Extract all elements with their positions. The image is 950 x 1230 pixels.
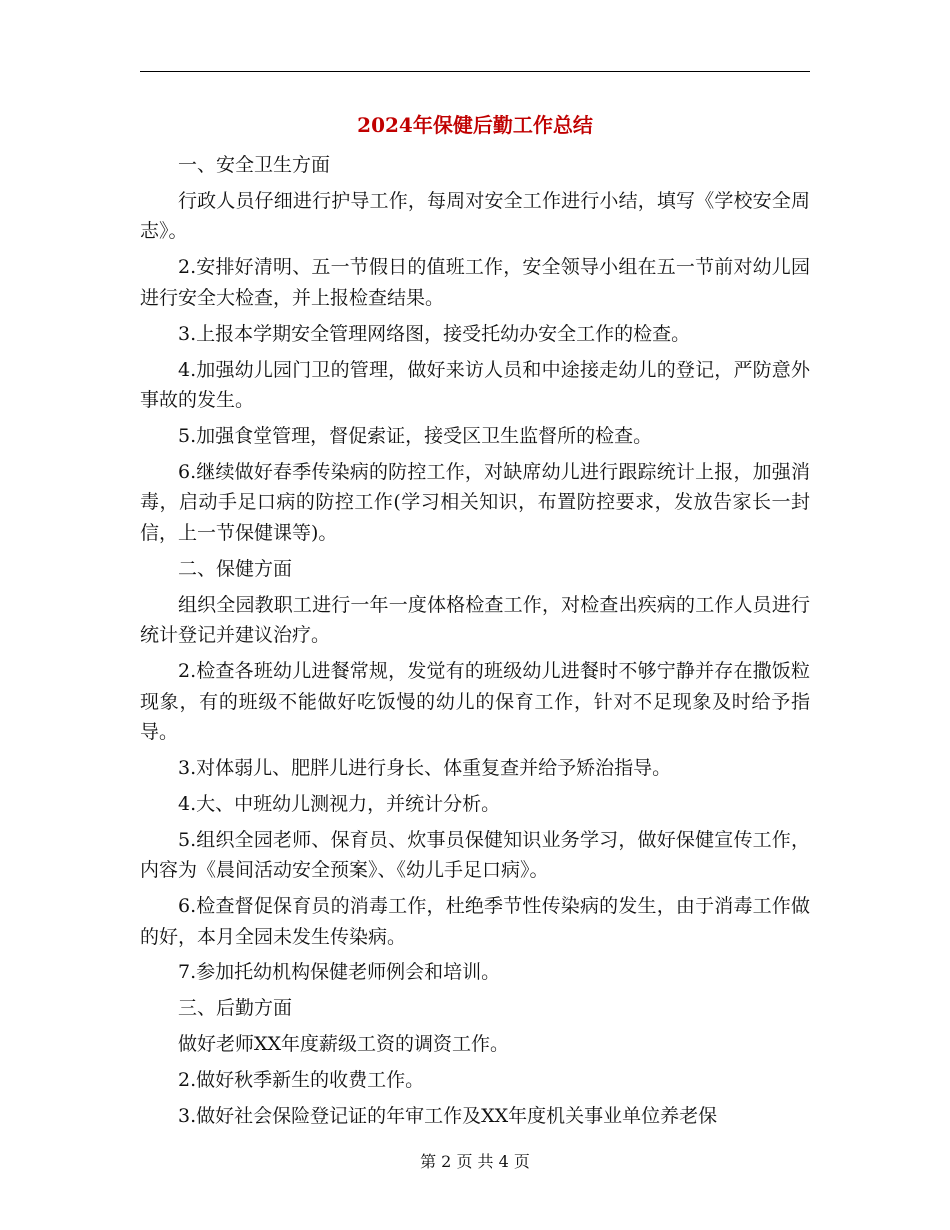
paragraph: 7.参加托幼机构保健老师例会和培训。 [178,961,501,984]
page-number-footer: 第 2 页 共 4 页 [420,1152,530,1171]
paragraph: 3.做好社会保险登记证的年审工作及XX年度机关事业单位养老保 [178,1105,718,1128]
paragraph: 2.做好秋季新生的收费工作。 [178,1069,425,1092]
header-rule [140,71,810,72]
paragraph: 组织全园教职工进行一年一度体格检查工作，对检查出疾病的工作人员进行统计登记并建议治疗。 [140,593,810,647]
document-title: 2024年保健后勤工作总结 [357,113,593,137]
paragraph: 4.加强幼儿园门卫的管理，做好来访人员和中途接走幼儿的登记，严防意外事故的发生。 [140,358,810,412]
paragraph: 做好老师XX年度薪级工资的调资工作。 [178,1033,510,1056]
paragraph: 2.安排好清明、五一节假日的值班工作，安全领导小组在五一节前对幼儿园进行安全大检查，并上报检查结果。 [140,256,810,309]
section-heading-logistics: 三、后勤方面 [178,997,293,1020]
paragraph: 3.上报本学期安全管理网络图，接受托幼办安全工作的检查。 [178,322,691,345]
document-body [140,150,810,1132]
paragraph: 4.大、中班幼儿测视力，并统计分析。 [178,792,501,815]
paragraph: 5.加强食堂管理，督促索证，接受区卫生监督所的检查。 [178,424,653,447]
section-heading-health: 二、保健方面 [178,557,293,580]
paragraph: 行政人员仔细进行护导工作，每周对安全工作进行小结，填写《学校安全周志》。 [140,189,810,243]
paragraph: 2.检查各班幼儿进餐常规，发觉有的班级幼儿进餐时不够宁静并存在撒饭粒现象，有的班级不能做好吃饭慢的幼儿的保育工作，针对不足现象及时给予指导。 [140,660,810,744]
paragraph: 3.对体弱儿、肥胖儿进行身长、体重复查并给予矫治指导。 [178,756,672,779]
paragraph: 5.组织全园老师、保育员、炊事员保健知识业务学习，做好保健宣传工作，内容为《晨间活动安全预案》、《幼儿手足口病》。 [140,828,810,882]
section-heading-safety: 一、安全卫生方面 [178,154,331,176]
paragraph: 6.检查督促保育员的消毒工作，杜绝季节性传染病的发生，由于消毒工作做的好，本月全园未发生传染病。 [140,895,810,948]
paragraph: 6.继续做好春季传染病的防控工作，对缺席幼儿进行跟踪统计上报，加强消毒，启动手足口病的防控工作(学习相关知识，布置防控要求，发放告家长一封信，上一节保健课等)。 [140,460,810,544]
